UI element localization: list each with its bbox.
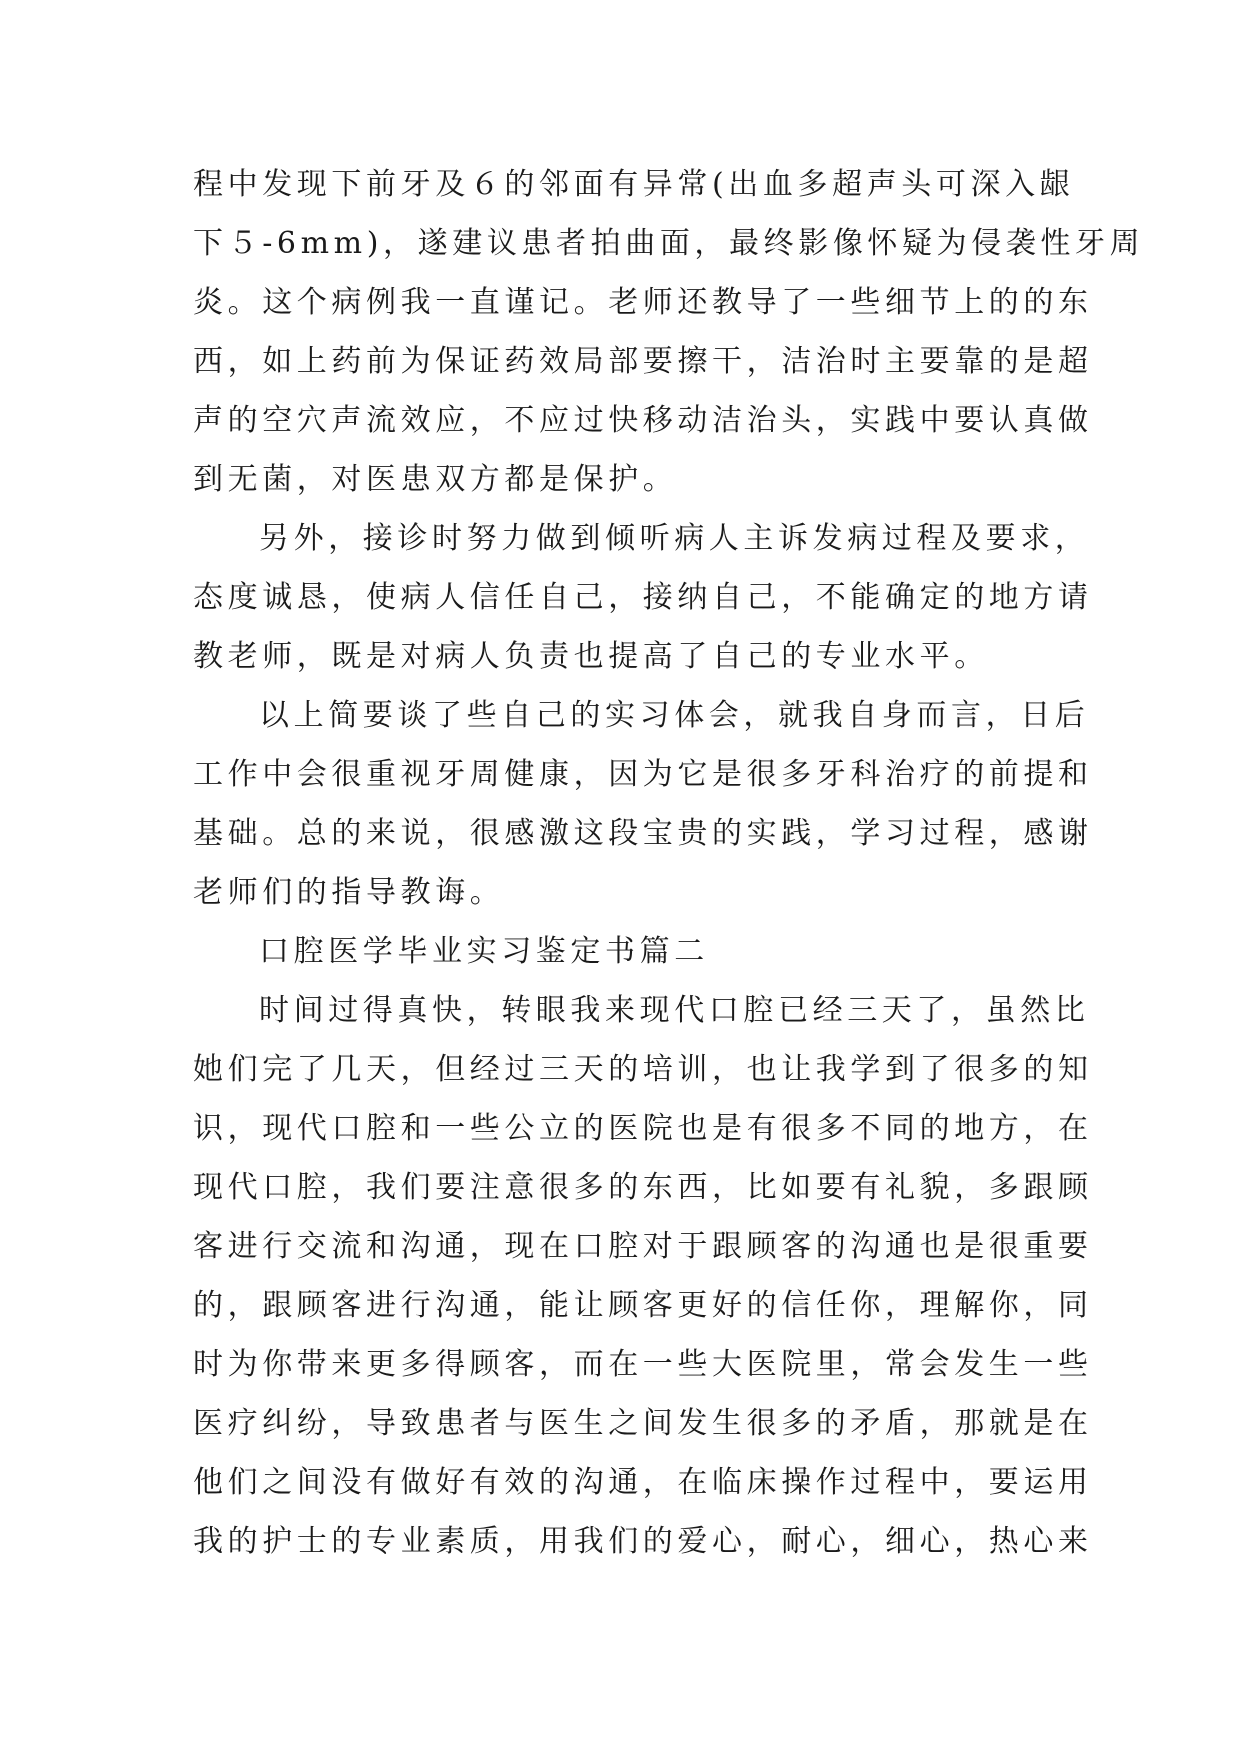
paragraph-first-line: 另外，接诊时努力做到倾听病人主诉发病过程及要求， — [259, 521, 1090, 556]
text-line: 识，现代口腔和一些公立的医院也是有很多不同的地方，在 — [193, 1111, 1093, 1146]
text-line: 我的护士的专业素质，用我们的爱心，耐心，细心，热心来 — [193, 1524, 1093, 1559]
paragraph-first-line: 时间过得真快，转眼我来现代口腔已经三天了，虽然比 — [259, 993, 1090, 1028]
text-line: 程中发现下前牙及６的邻面有异常(出血多超声头可深入龈 — [193, 167, 1075, 202]
text-line: 到无菌，对医患双方都是保护。 — [193, 462, 678, 497]
text-line: 声的空穴声流效应，不应过快移动洁治头，实践中要认真做 — [193, 403, 1093, 438]
text-line: 下５-6mm)，遂建议患者拍曲面，最终影像怀疑为侵袭性牙周 — [193, 226, 1145, 261]
text-line: 西，如上药前为保证药效局部要擦干，洁治时主要靠的是超 — [193, 344, 1093, 379]
text-line: 态度诚恳，使病人信任自己，接纳自己，不能确定的地方请 — [193, 580, 1093, 615]
text-line: 的，跟顾客进行沟通，能让顾客更好的信任你，理解你，同 — [193, 1288, 1093, 1323]
section-heading: 口腔医学毕业实习鉴定书篇二 — [259, 934, 709, 969]
text-line: 时为你带来更多得顾客，而在一些大医院里，常会发生一些 — [193, 1347, 1093, 1382]
text-line: 基础。总的来说，很感激这段宝贵的实践，学习过程，感谢 — [193, 816, 1093, 851]
text-line: 他们之间没有做好有效的沟通，在临床操作过程中，要运用 — [193, 1465, 1093, 1500]
text-line: 医疗纠纷，导致患者与医生之间发生很多的矛盾，那就是在 — [193, 1406, 1093, 1441]
text-line: 现代口腔，我们要注意很多的东西，比如要有礼貌，多跟顾 — [193, 1170, 1093, 1205]
text-line: 她们完了几天，但经过三天的培训，也让我学到了很多的知 — [193, 1052, 1093, 1087]
text-line: 炎。这个病例我一直谨记。老师还教导了一些细节上的的东 — [193, 285, 1093, 320]
text-line: 客进行交流和沟通，现在口腔对于跟顾客的沟通也是很重要 — [193, 1229, 1093, 1264]
text-line: 老师们的指导教诲。 — [193, 875, 505, 910]
paragraph-first-line: 以上简要谈了些自己的实习体会，就我自身而言，日后 — [259, 698, 1090, 733]
text-line: 工作中会很重视牙周健康，因为它是很多牙科治疗的前提和 — [193, 757, 1093, 792]
document-body — [193, 155, 1145, 1571]
text-line: 教老师，既是对病人负责也提高了自己的专业水平。 — [193, 639, 989, 674]
